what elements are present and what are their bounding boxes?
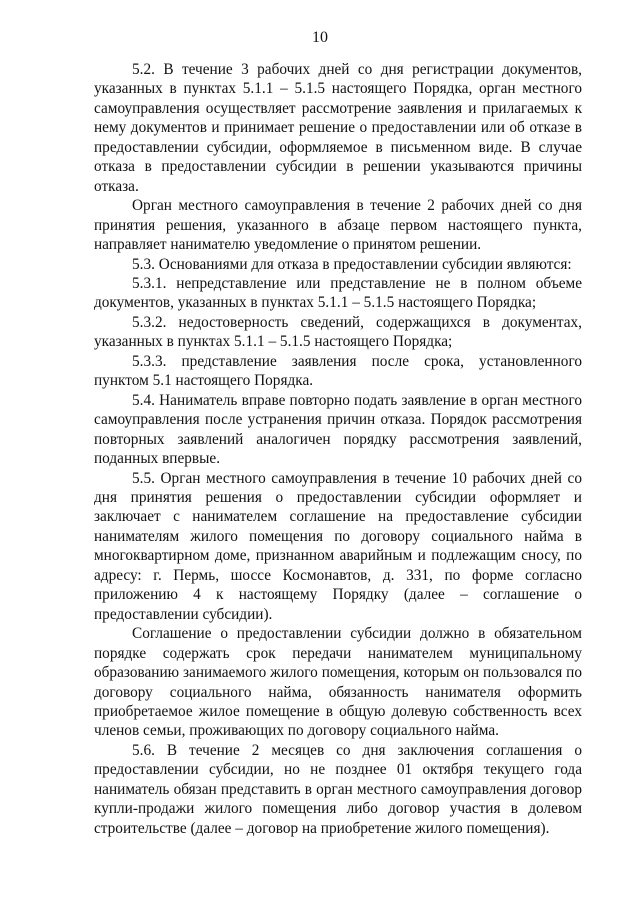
paragraph-5-6: 5.6. В течение 2 месяцев со дня заключения соглашения о предоставлении субсидии, но не позднее 01 октября текущего года наниматель обязан представить в орган местного самоуправления договор купли-продажи жилого помещения либо договор участия в долевом строительстве (далее – договор на приобретение жилого помещения). [94,741,582,837]
paragraph-5-3-3: 5.3.3. представление заявления после срока, установленного пунктом 5.1 настоящего Порядка. [94,352,582,390]
document-body [94,60,582,838]
paragraph-5-3-1: 5.3.1. непредставление или представление не в полном объеме документов, указанных в пунктах 5.1.1 – 5.1.5 настоящего Порядка; [94,274,582,312]
paragraph-5-3: 5.3. Основаниями для отказа в предоставлении субсидии являются: [132,255,572,273]
page-number: 10 [312,29,328,46]
paragraph-5-5: 5.5. Орган местного самоуправления в течение 10 рабочих дней со дня принятия решения о предоставлении субсидии оформляет и заключает с нанимателем соглашение на предоставление субсидии нанимателям жилого помещения по договору социального найма в многоквартирном доме, признанном аварийным и подлежащим сносу, по адресу: г. Пермь, шоссе Космонавтов, д. 331, по форме согласно приложению 4 к настоящему Порядку (далее – соглашение о предоставлении субсидии). [94,469,582,623]
paragraph-5-2-notification: Орган местного самоуправления в течение 2 рабочих дней со дня принятия решения, указанного в абзаце первом настоящего пункта, направляет нанимателю уведомление о принятом решении. [94,197,582,254]
paragraph-5-4: 5.4. Наниматель вправе повторно подать заявление в орган местного самоуправления после устранения причин отказа. Порядок рассмотрения повторных заявлений аналогичен порядку рассмотрения заявлений, поданных впервые. [94,391,582,468]
paragraph-5-3-2: 5.3.2. недостоверность сведений, содержащихся в документах, указанных в пунктах 5.1.1 – 5.1.5 настоящего Порядка; [94,313,582,351]
paragraph-5-5-agreement: Соглашение о предоставлении субсидии должно в обязательном порядке содержать срок передачи нанимателем муниципальному образованию занимаемого жилого помещения, которым он пользовался по договору социального найма, обязанность нанимателя оформить приобретаемое жилое помещение в общую долевую собственность всех членов семьи, проживающих по договору социального найма. [94,625,582,740]
paragraph-5-2: 5.2. В течение 3 рабочих дней со дня регистрации документов, указанных в пунктах 5.1.1 – 5.1.5 настоящего Порядка, орган местного самоуправления осуществляет рассмотрение заявления и прилагаемых к нему документов и принимает решение о предоставлении или об отказе в предоставлении субсидии, оформляемое в письменном виде. В случае отказа в предоставлении субсидии в решении указываются причины отказа. [94,61,582,195]
